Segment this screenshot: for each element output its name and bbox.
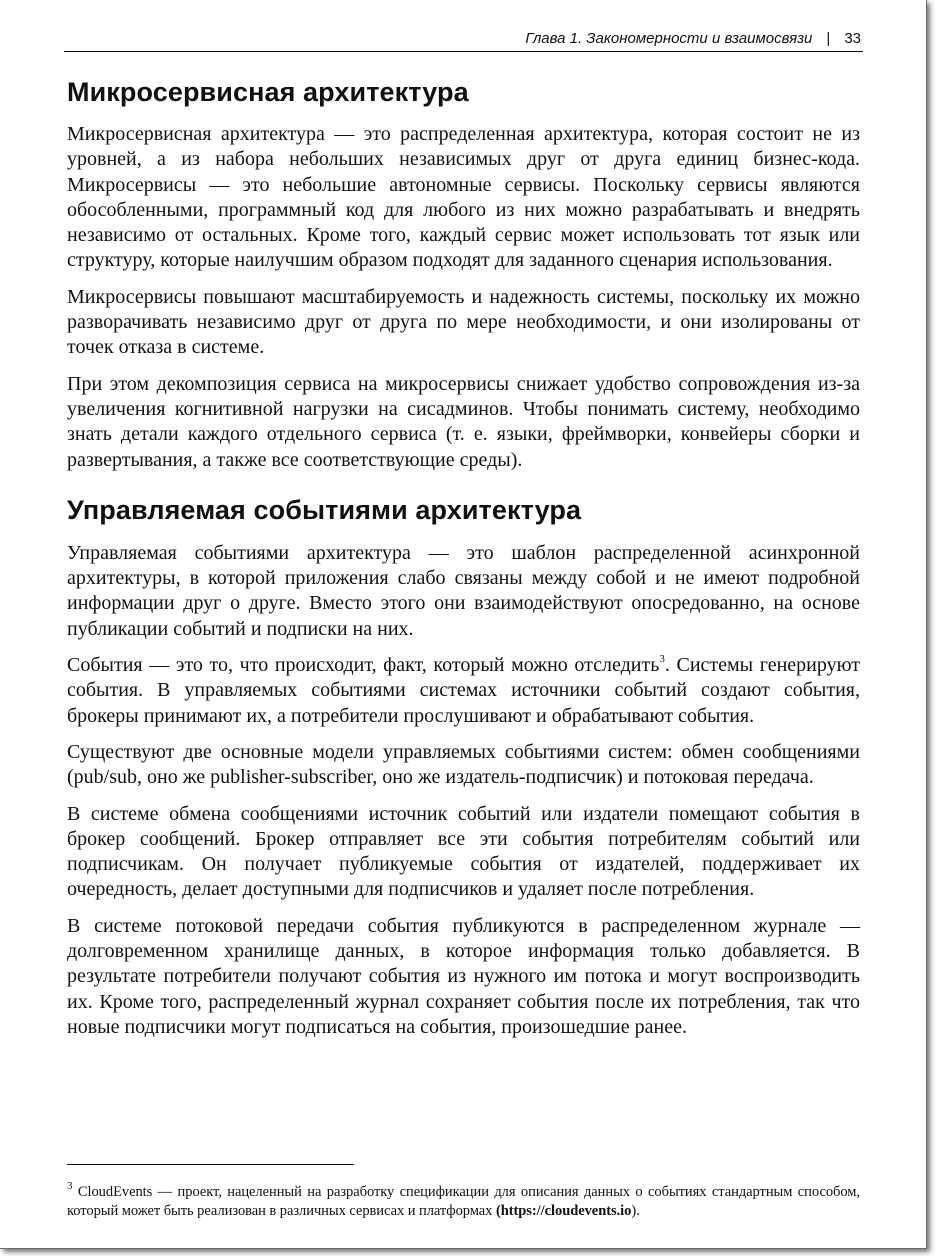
paragraph-microservices-3: При этом декомпозиция сервиса на микросервисы снижает удобство сопровождения из-за увеличения когнитивной нагрузки на сисадминов. Чтобы понимать систему, необходимо знать детали каждого отдельного сервиса (т. е. языки, фреймворки, конвейеры сборки и развертывания, а также все соответствующие среды).	[67, 372, 860, 471]
footnote-link-open: (	[495, 1203, 501, 1219]
footnote-text	[67, 1180, 860, 1221]
paragraph-event-driven-2-end: . Системы генерируют события. В управляемых событиями системах источники событий создают события, брокеры принимают их, а потребители прослушивают и обрабатывают события.	[67, 654, 861, 727]
paragraph-microservices-2: Микросервисы повышают масштабируемость и надежность системы, поскольку их можно разворачивать независимо друг от друга по мере необходимости, и они изолированы от точек отказа в системе.	[67, 285, 860, 359]
footnote-reference: 3	[659, 653, 665, 666]
section-title-microservices: Микросервисная архитектура	[67, 77, 469, 107]
footnote	[67, 1180, 860, 1221]
footnote-link-close: ).	[631, 1203, 640, 1219]
page-number: 33	[844, 30, 861, 47]
running-head	[64, 29, 863, 52]
footnote-link[interactable]: https://cloudevents.io	[500, 1203, 632, 1219]
page-content	[67, 75, 860, 1051]
chapter-title: Глава 1. Закономерности и взаимосвязи	[525, 30, 813, 47]
footnote-marker: 3	[67, 1180, 73, 1193]
paragraph-event-driven-5: В системе потоковой передачи события публикуются в распределенном журнале — долговременном хранилище данных, в которое информация только добавляется. В результате потребители получают события из нужного им потока и могут воспроизводить их. Кроме того, распределенный журнал сохраняет события после их потребления, так что новые подписчики могут подписаться на события, произошедшие ранее.	[67, 914, 860, 1038]
paragraph-event-driven-3: Существуют две основные модели управляемых событиями систем: обмен сообщениями (pub/sub, оно же publisher-subscriber, оно же издатель-подписчик) и потоковая передача.	[67, 740, 860, 789]
footnote-body: CloudEvents — проект, нацеленный на разработку спецификации для описания данных о событиях стандартным способом, который может быть реализован в различных сервисах и платформах	[67, 1184, 860, 1219]
paragraph-event-driven-2-start: События — это то, что происходит, факт, который можно отследить	[67, 654, 660, 677]
paragraph-event-driven-4: В системе обмена сообщениями источник событий или издатели помещают события в брокер сообщений. Брокер отправляет все эти события потребителям событий или подписчикам. Он получает публикуемые события от издателей, поддерживает их очередность, делает доступными для подписчиков и удаляет после потребления.	[67, 802, 860, 901]
paragraph-event-driven-1: Управляемая событиями архитектура — это шаблон распределенной асинхронной архитектуры, в которой приложения слабо связаны между собой и не имеют подробной информации друг о друге. Вместо этого они взаимодействуют опосредованно, на основе публикации событий и подписки на них.	[67, 541, 860, 640]
header-separator: |	[826, 30, 831, 47]
section-title-event-driven: Управляемая событиями архитектура	[67, 494, 582, 525]
footnote-divider	[67, 1164, 354, 1165]
paragraph-microservices-1: Микросервисная архитектура — это распределенная архитектура, которая состоит не из уровней, а из набора небольших независимых друг от друга единиц бизнес-кода. Микросервисы — это небольшие автономные сервисы. Поскольку сервисы являются обособленными, программный код для любого из них можно разрабатывать и внедрять независимо от остальных. Кроме того, каждый сервис может использовать тот язык или структуру, которые наилучшим образом подходят для заданного сценария использования.	[67, 123, 860, 272]
paragraph-event-driven-2	[67, 653, 860, 729]
